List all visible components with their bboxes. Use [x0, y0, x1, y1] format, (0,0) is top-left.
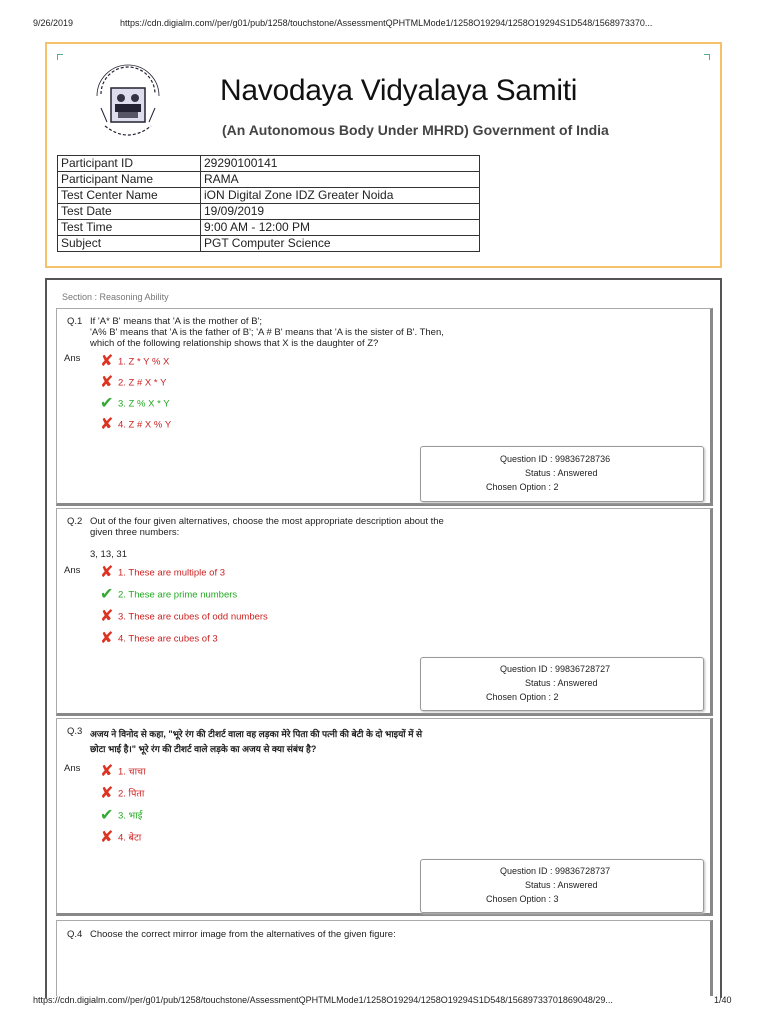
- question-status: Status : Answered: [525, 880, 598, 890]
- question-number: Q.1: [67, 316, 83, 327]
- check-icon: ✔: [100, 586, 114, 603]
- question-number: Q.4: [67, 929, 83, 940]
- question-text-line: अजय ने विनोद से कहा, "भूरे रंग की टीशर्ट वाला वह लड़का मेरे पिता की पत्नी की बेटी के दो भाइयों में से: [90, 729, 423, 739]
- check-icon: ✔: [100, 395, 114, 412]
- info-value: 19/09/2019: [201, 204, 480, 220]
- question-text: [90, 929, 396, 940]
- question-card: [56, 508, 713, 716]
- cross-icon: ✘: [100, 416, 114, 433]
- option-item: ✔ 3. भाई: [100, 807, 143, 824]
- option-item: ✘ 3. These are cubes of odd numbers: [100, 608, 268, 625]
- option-item: ✘ 2. पिता: [100, 785, 145, 802]
- option-item: ✘ 4. Z # X % Y: [100, 416, 172, 433]
- print-footer-url: https://cdn.digialm.com//per/g01/pub/1258/touchstone/AssessmentQPHTMLMode1/1258O19294/1258O19294S1D548/15689733701869048/29...: [33, 995, 613, 1005]
- info-row: [58, 156, 480, 172]
- info-label: Test Center Name: [58, 188, 201, 204]
- info-value: PGT Computer Science: [201, 236, 480, 252]
- question-card: [56, 308, 713, 506]
- question-text-line: छोटा भाई है।" भूरे रंग की टीशर्ट वाले लड़के का अजय से क्या संबंध है?: [90, 744, 317, 754]
- info-label: Subject: [58, 236, 201, 252]
- print-date: 9/26/2019: [33, 18, 74, 28]
- page-number: 1/40: [714, 995, 732, 1005]
- cross-icon: ✘: [100, 785, 114, 802]
- chosen-option: Chosen Option : 2: [486, 692, 559, 702]
- question-number: Q.3: [67, 726, 83, 737]
- option-item: ✘ 2. Z # X * Y: [100, 374, 167, 391]
- question-number: Q.2: [67, 516, 83, 527]
- check-icon: ✔: [100, 807, 114, 824]
- info-value: iON Digital Zone IDZ Greater Noida: [201, 188, 480, 204]
- info-label: Test Time: [58, 220, 201, 236]
- option-item: ✘ 1. These are multiple of 3: [100, 564, 226, 581]
- info-label: Test Date: [58, 204, 201, 220]
- question-meta-box: [420, 446, 704, 502]
- question-text-line: Out of the four given alternatives, choose the most appropriate description about the: [90, 516, 444, 527]
- question-card: [56, 920, 713, 996]
- page-subtitle: (An Autonomous Body Under MHRD) Government of India: [222, 122, 609, 138]
- question-text-line: Choose the correct mirror image from the alternatives of the given figure:: [90, 929, 396, 940]
- cross-icon: ✘: [100, 564, 114, 581]
- cross-icon: ✘: [100, 829, 114, 846]
- question-text-line: If 'A* B' means that 'A is the mother of B';: [90, 316, 263, 327]
- chosen-option: Chosen Option : 3: [486, 894, 559, 904]
- option-item: ✔ 3. Z % X * Y: [100, 395, 170, 412]
- question-status: Status : Answered: [525, 678, 598, 688]
- question-text: [90, 727, 422, 757]
- info-row: [58, 188, 480, 204]
- info-value: 29290100141: [201, 156, 480, 172]
- cross-icon: ✘: [100, 763, 114, 780]
- question-text-line: which of the following relationship shows that X is the daughter of Z?: [90, 338, 379, 349]
- question-status: Status : Answered: [525, 468, 598, 478]
- question-text-line: given three numbers:: [90, 527, 180, 538]
- answer-label: Ans: [64, 763, 81, 774]
- info-row: [58, 172, 480, 188]
- print-header-url: https://cdn.digialm.com//per/g01/pub/1258/touchstone/AssessmentQPHTMLMode1/1258O19294/1258O19294S1D548/1568973370...: [120, 18, 653, 28]
- info-value: RAMA: [201, 172, 480, 188]
- cross-icon: ✘: [100, 608, 114, 625]
- section-label: Section : Reasoning Ability: [62, 292, 169, 302]
- cross-icon: ✘: [100, 630, 114, 647]
- question-meta-box: [420, 859, 704, 913]
- info-label: Participant Name: [58, 172, 201, 188]
- chosen-option: Chosen Option : 2: [486, 482, 559, 492]
- option-item: ✔ 2. These are prime numbers: [100, 586, 238, 603]
- option-item: ✘ 1. चाचा: [100, 763, 146, 780]
- question-meta-box: [420, 657, 704, 711]
- question-text: [90, 516, 444, 560]
- info-row: [58, 204, 480, 220]
- info-row: [58, 236, 480, 252]
- answer-label: Ans: [64, 565, 81, 576]
- info-value: 9:00 AM - 12:00 PM: [201, 220, 480, 236]
- question-id: Question ID : 99836728737: [500, 866, 611, 876]
- participant-info-table: [57, 155, 480, 252]
- cross-icon: ✘: [100, 374, 114, 391]
- page-title: Navodaya Vidyalaya Samiti: [220, 74, 578, 107]
- question-text-line: 3, 13, 31: [90, 549, 127, 560]
- question-text-line: 'A% B' means that 'A is the father of B'; 'A # B' means that 'A is the sister of B'. Then,: [90, 327, 444, 338]
- answer-label: Ans: [64, 353, 81, 364]
- option-item: ✘ 1. Z * Y % X: [100, 353, 170, 370]
- info-label: Participant ID: [58, 156, 201, 172]
- question-text-spacer: [90, 538, 444, 549]
- nvs-emblem-icon: [93, 60, 163, 150]
- info-row: [58, 220, 480, 236]
- question-id: Question ID : 99836728736: [500, 454, 611, 464]
- option-item: ✘ 4. These are cubes of 3: [100, 630, 218, 647]
- question-id: Question ID : 99836728727: [500, 664, 611, 674]
- cross-icon: ✘: [100, 353, 114, 370]
- option-item: ✘ 4. बेटा: [100, 829, 142, 846]
- question-text: [90, 316, 444, 349]
- question-card: [56, 718, 713, 916]
